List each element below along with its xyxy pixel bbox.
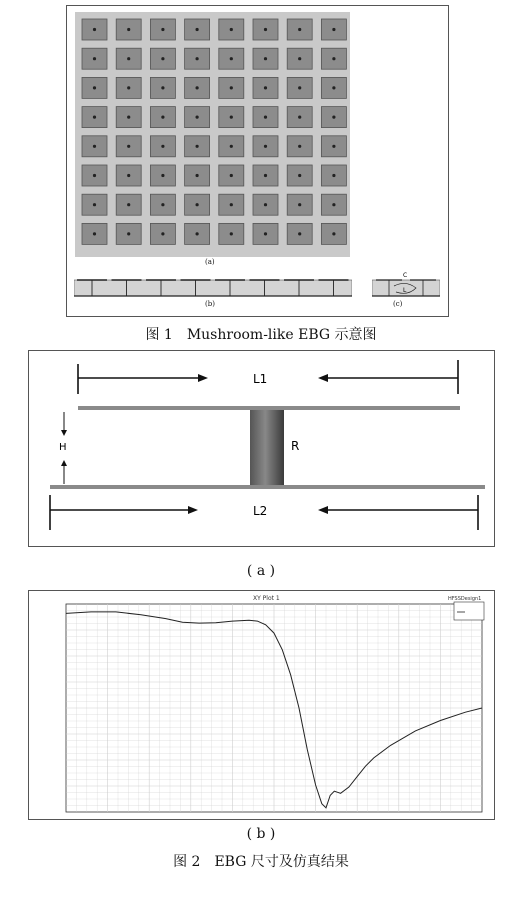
fig1-label-b: (b)	[205, 300, 215, 308]
ebg-top-view	[75, 12, 350, 257]
ebg-cell	[253, 107, 278, 128]
fig1-label-c: (c)	[393, 300, 403, 308]
ebg-cell	[287, 136, 312, 157]
chart-title: XY Plot 1	[253, 595, 280, 602]
ebg-cell	[82, 77, 107, 98]
substrate	[74, 280, 352, 296]
s-parameter-chart	[28, 590, 495, 820]
ebg-cell	[321, 223, 346, 244]
ebg-cell	[185, 223, 210, 244]
dimension-h: H	[59, 442, 67, 453]
ebg-cell	[82, 19, 107, 40]
ebg-cell	[150, 19, 175, 40]
ebg-cell	[253, 136, 278, 157]
circuit-l-label: L	[403, 287, 407, 294]
ebg-cell	[287, 48, 312, 69]
ebg-cell	[116, 165, 141, 186]
ground-plate	[50, 485, 485, 489]
ebg-cell	[185, 165, 210, 186]
ebg-cell	[185, 77, 210, 98]
ebg-cell	[219, 136, 244, 157]
ebg-cell	[82, 107, 107, 128]
ebg-cell	[150, 136, 175, 157]
chart-brand: HFSSDesign1	[448, 596, 482, 602]
ebg-cell	[116, 77, 141, 98]
ebg-cell	[116, 19, 141, 40]
ebg-cell	[219, 19, 244, 40]
figure2b-sublabel: ( b )	[246, 826, 276, 842]
ebg-cell	[150, 48, 175, 69]
ebg-side-view	[74, 278, 352, 298]
fig1-label-a: (a)	[205, 258, 215, 266]
ebg-cell	[185, 194, 210, 215]
ebg-cell	[321, 107, 346, 128]
ebg-cell	[116, 194, 141, 215]
legend-box	[454, 602, 484, 620]
dimension-r: R	[291, 439, 300, 453]
dimension-l1: L1	[253, 372, 268, 386]
ebg-cell	[219, 48, 244, 69]
ebg-cell	[219, 165, 244, 186]
figure2-caption: 图 2 EBG 尺寸及仿真结果	[173, 854, 349, 870]
ebg-cell	[287, 77, 312, 98]
ebg-cell	[219, 77, 244, 98]
ebg-cell	[321, 77, 346, 98]
lc-circuit	[372, 270, 440, 298]
ebg-cell	[185, 107, 210, 128]
ebg-cell	[185, 48, 210, 69]
ebg-cell	[253, 48, 278, 69]
via-cylinder	[250, 410, 284, 485]
ebg-cell	[150, 223, 175, 244]
ebg-cell	[82, 223, 107, 244]
figure1-caption: 图 1 Mushroom-like EBG 示意图	[145, 327, 377, 343]
ebg-cell	[253, 19, 278, 40]
ebg-cell	[321, 194, 346, 215]
ebg-cell	[253, 165, 278, 186]
ebg-cell	[185, 19, 210, 40]
ebg-cell	[150, 77, 175, 98]
ebg-cell	[253, 223, 278, 244]
ebg-cell	[150, 107, 175, 128]
ebg-cell	[253, 194, 278, 215]
ebg-cell	[321, 165, 346, 186]
ebg-cell	[82, 165, 107, 186]
ebg-cell	[287, 194, 312, 215]
ebg-cell	[150, 194, 175, 215]
ebg-cell	[287, 165, 312, 186]
ebg-cell	[82, 48, 107, 69]
ebg-cell	[185, 136, 210, 157]
ebg-cell	[219, 223, 244, 244]
ebg-cell	[287, 107, 312, 128]
circuit-c-label: C	[403, 272, 408, 279]
ebg-cell	[82, 194, 107, 215]
ebg-cell	[321, 48, 346, 69]
ebg-cell	[116, 136, 141, 157]
ebg-cell	[287, 19, 312, 40]
ebg-cell	[116, 48, 141, 69]
ebg-cell	[82, 136, 107, 157]
ebg-cell	[116, 223, 141, 244]
ebg-cell	[219, 107, 244, 128]
ebg-dimension-diagram	[28, 350, 495, 547]
ebg-cell	[150, 165, 175, 186]
figure2a-sublabel: ( a )	[246, 563, 276, 579]
ebg-cell	[116, 107, 141, 128]
ebg-cell	[321, 19, 346, 40]
ebg-cell	[287, 223, 312, 244]
ebg-cell	[253, 77, 278, 98]
dimension-l2: L2	[253, 504, 268, 518]
ebg-cell	[321, 136, 346, 157]
top-patch	[78, 406, 460, 410]
ebg-cell	[219, 194, 244, 215]
